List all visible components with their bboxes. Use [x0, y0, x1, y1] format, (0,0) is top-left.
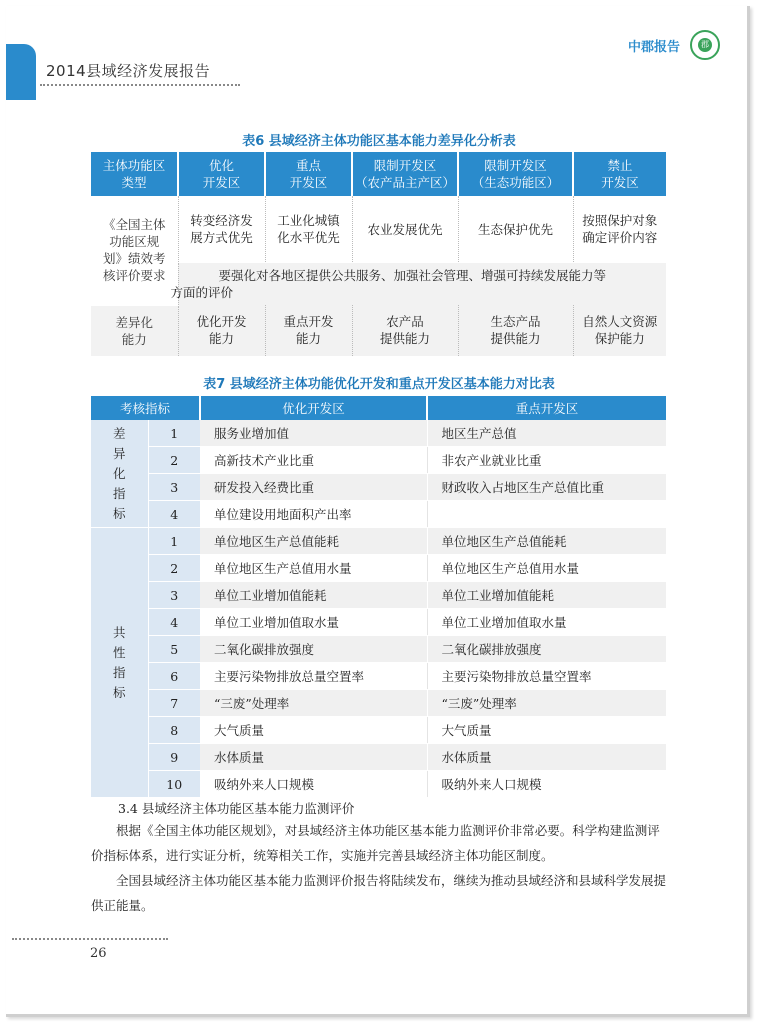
table7-cell-key	[427, 501, 666, 528]
table7-cell-optimized: 单位工业增加值能耗	[200, 582, 427, 609]
table6-header-cell: 限制开发区 （生态功能区）	[458, 152, 573, 196]
table6-header-row	[91, 152, 666, 196]
table6-header-cell: 优化 开发区	[178, 152, 265, 196]
table6-row	[91, 263, 666, 306]
table7-cell-optimized: 单位建设用地面积产出率	[200, 501, 427, 528]
table7-cell-key: 二氧化碳排放强度	[427, 636, 666, 663]
table7-cell-optimized: 大气质量	[200, 717, 427, 744]
table6-row-label: 差异化 能力	[91, 305, 178, 356]
table6-cell: 转变经济发 展方式优先	[178, 196, 265, 263]
table6-header-cell: 限制开发区 （农产品主产区）	[352, 152, 458, 196]
table7-header-cell: 优化开发区	[200, 396, 427, 420]
brand-logo-icon	[690, 30, 720, 60]
table6-cell: 农业发展优先	[352, 196, 458, 263]
table7-row-number: 1	[148, 420, 200, 447]
table6-merged-cell: 要强化对各地区提供公共服务、加强社会管理、增强可持续发展能力等 方面的评价	[178, 263, 666, 306]
table7-cell-optimized: 服务业增加值	[200, 420, 427, 447]
table7-row-number: 9	[148, 744, 200, 771]
table7-group-label: 差 异 化 指 标	[91, 420, 148, 528]
table6-header-cell: 禁止 开发区	[573, 152, 666, 196]
table7-cell-optimized: 单位地区生产总值用水量	[200, 555, 427, 582]
table7-row-number: 8	[148, 717, 200, 744]
table7-row	[91, 609, 666, 636]
table7-cell-optimized: 水体质量	[200, 744, 427, 771]
table7-row-number: 6	[148, 663, 200, 690]
table6	[91, 152, 666, 357]
table7-row-number: 10	[148, 771, 200, 798]
table7-header-row	[91, 396, 666, 420]
table7-row	[91, 663, 666, 690]
table7-cell-key: 单位地区生产总值能耗	[427, 528, 666, 555]
table7-cell-optimized: 高新技术产业比重	[200, 447, 427, 474]
table7-cell-optimized: 二氧化碳排放强度	[200, 636, 427, 663]
table7-row-number: 4	[148, 609, 200, 636]
table6-cell: 优化开发 能力	[178, 305, 265, 356]
table7-row	[91, 555, 666, 582]
table6-cell: 按照保护对象 确定评价内容	[573, 196, 666, 263]
table6-row-label: 《全国主体 功能区规 划》绩效考 核评价要求	[91, 196, 178, 305]
table7-row	[91, 420, 666, 447]
table6-cell: 农产品 提供能力	[352, 305, 458, 356]
table7-row-number: 5	[148, 636, 200, 663]
table7-row-number: 2	[148, 447, 200, 474]
table7-cell-key: 地区生产总值	[427, 420, 666, 447]
table7-row-number: 7	[148, 690, 200, 717]
brand-name: 中郡报告	[628, 40, 681, 55]
table7-cell-optimized: “三废”处理率	[200, 690, 427, 717]
page-number: 26	[90, 946, 107, 961]
table7-cell-key: 单位工业增加值能耗	[427, 582, 666, 609]
table7-row-number: 2	[148, 555, 200, 582]
table7-row	[91, 501, 666, 528]
table7-cell-optimized: 单位工业增加值取水量	[200, 609, 427, 636]
table6-header-cell: 重点 开发区	[265, 152, 352, 196]
paragraph: 根据《全国主体功能区规划》，对县域经济主体功能区基本能力监测评价非常必要。科学构建监测评价指标体系，进行实证分析，统筹相关工作，实施并完善县域经济主体功能区制度。	[91, 823, 660, 863]
table7-group-label: 共 性 指 标	[91, 528, 148, 798]
table6-row	[91, 196, 666, 263]
table7-cell-key: 大气质量	[427, 717, 666, 744]
running-title: 2014县域经济发展报告	[46, 62, 211, 80]
table7-cell-optimized: 单位地区生产总值能耗	[200, 528, 427, 555]
table6-header-cell: 主体功能区 类型	[91, 152, 178, 196]
table7-row	[91, 744, 666, 771]
table7-row-number: 3	[148, 474, 200, 501]
table6-cell: 重点开发 能力	[265, 305, 352, 356]
footer-divider	[12, 938, 168, 940]
table6-cell: 自然人文资源 保护能力	[573, 305, 666, 356]
table7-row	[91, 690, 666, 717]
side-tab	[6, 44, 36, 100]
table7-cell-key: “三废”处理率	[427, 690, 666, 717]
table7-row	[91, 717, 666, 744]
table7-header-cell: 重点开发区	[427, 396, 666, 420]
logo-text: 郡	[698, 38, 712, 52]
table6-cell: 生态保护优先	[458, 196, 573, 263]
header-divider	[40, 84, 240, 86]
table7-row	[91, 447, 666, 474]
table7-row	[91, 582, 666, 609]
table6-caption: 表6 县域经济主体功能区基本能力差异化分析表	[242, 134, 516, 149]
table7-row	[91, 771, 666, 798]
section-heading: 3.4 县域经济主体功能区基本能力监测评价	[118, 801, 355, 816]
table7-cell-key: 非农产业就业比重	[427, 447, 666, 474]
table7-cell-optimized: 主要污染物排放总量空置率	[200, 663, 427, 690]
table7-row-number: 3	[148, 582, 200, 609]
table7-caption: 表7 县域经济主体功能优化开发和重点开发区基本能力对比表	[203, 377, 555, 392]
table6-cell: 工业化城镇 化水平优先	[265, 196, 352, 263]
table7-row-number: 4	[148, 501, 200, 528]
table7	[91, 396, 666, 798]
table6-cell: 生态产品 提供能力	[458, 305, 573, 356]
table7-row-number: 1	[148, 528, 200, 555]
table7-row	[91, 636, 666, 663]
table6-row	[91, 305, 666, 356]
table7-cell-key: 单位工业增加值取水量	[427, 609, 666, 636]
table7-cell-optimized: 研发投入经费比重	[200, 474, 427, 501]
table7-row	[91, 474, 666, 501]
table7-cell-key: 单位地区生产总值用水量	[427, 555, 666, 582]
table7-cell-key: 主要污染物排放总量空置率	[427, 663, 666, 690]
table7-cell-key: 吸纳外来人口规模	[427, 771, 666, 798]
table7-cell-key: 水体质量	[427, 744, 666, 771]
table7-row	[91, 528, 666, 555]
table7-header-cell: 考核指标	[91, 396, 200, 420]
paragraph: 全国县域经济主体功能区基本能力监测评价报告将陆续发布，继续为推动县域经济和县域科学发展提供正能量。	[91, 873, 667, 913]
table7-cell-key: 财政收入占地区生产总值比重	[427, 474, 666, 501]
table7-cell-optimized: 吸纳外来人口规模	[200, 771, 427, 798]
